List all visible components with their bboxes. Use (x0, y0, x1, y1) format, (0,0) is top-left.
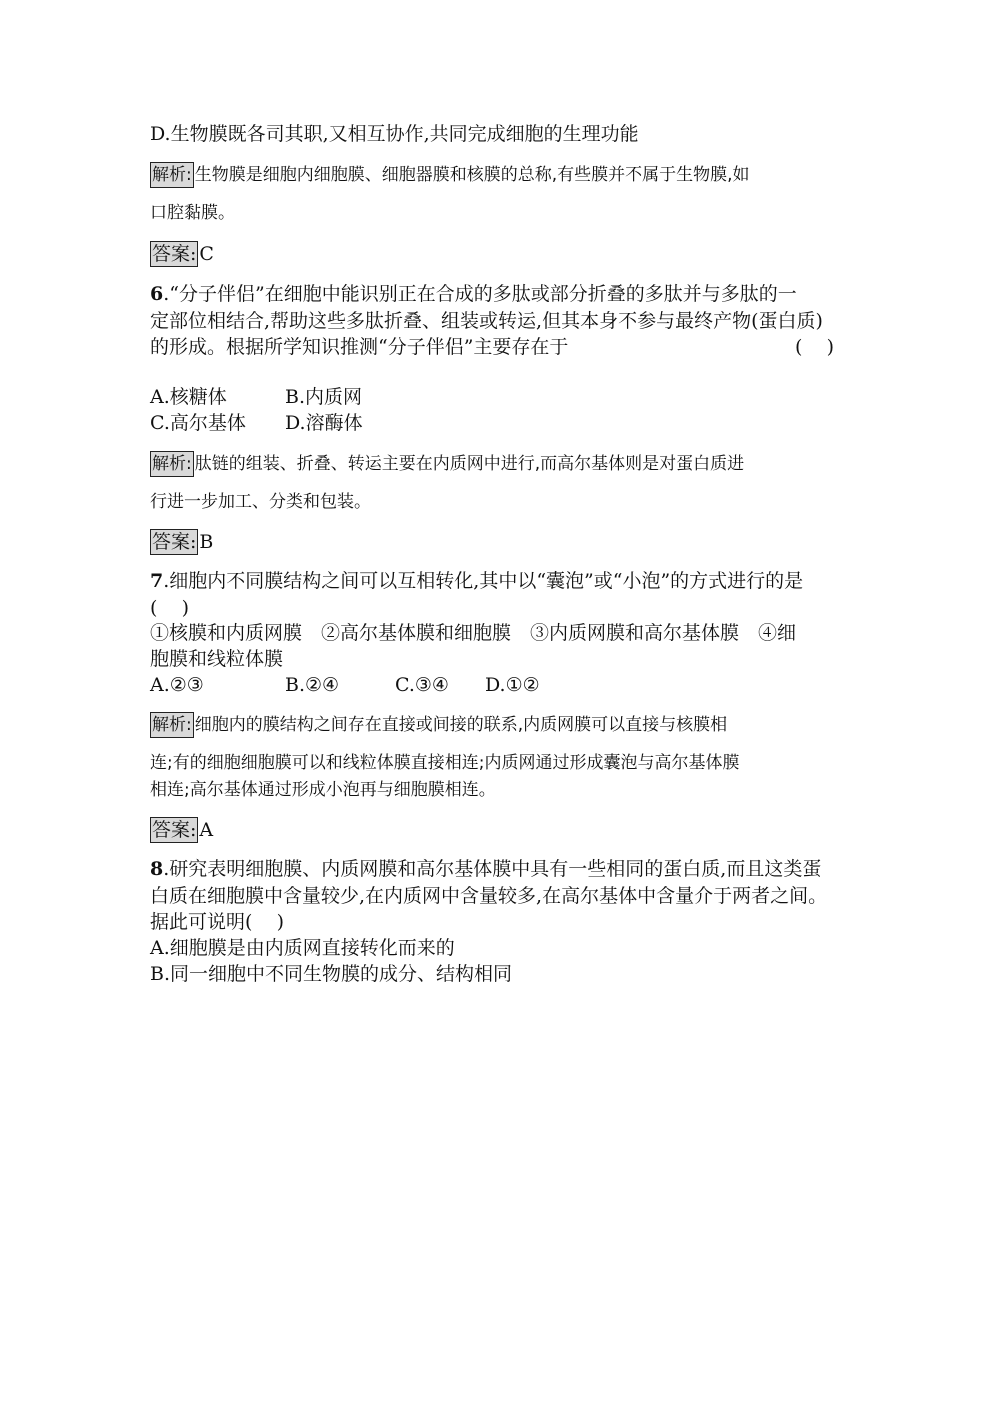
q5-explanation (150, 162, 750, 188)
q7-explanation-cont-2: 相连;高尔基体通过形成小泡再与细胞膜相连。 (150, 780, 496, 800)
q7-items-line-2: 胞膜和线粒体膜 (150, 648, 284, 670)
q7-explanation-cont-1: 连;有的细胞细胞膜可以和线粒体膜直接相连;内质网通过形成囊泡与高尔基体膜 (150, 753, 740, 773)
explanation-tag: 解析: (150, 712, 194, 738)
q7-options-row (150, 673, 540, 697)
q6-stem-line-1 (150, 282, 797, 306)
option-c: C.③④ (395, 674, 449, 696)
option-a: A.②③ (150, 674, 204, 696)
explanation-text: 生物膜是细胞内细胞膜、细胞器膜和核膜的总称,有些膜并不属于生物膜,如 (194, 165, 750, 185)
q8-stem-line-3: 据此可说明( ) (150, 911, 284, 933)
q7-explanation (150, 712, 727, 738)
option-c: C.高尔基体 (150, 412, 246, 434)
question-number: 6 (150, 283, 164, 305)
explanation-tag: 解析: (150, 162, 194, 188)
option-b: B.②④ (285, 674, 340, 696)
q5-option-d: D.生物膜既各司其职,又相互协作,共同完成细胞的生理功能 (150, 123, 639, 145)
option-b: B.内质网 (285, 386, 363, 408)
q8-stem-line-1 (150, 857, 821, 881)
q6-explanation (150, 451, 744, 477)
answer-tag: 答案: (152, 243, 197, 265)
q7-answer (150, 817, 213, 843)
option-a: A.核糖体 (150, 386, 227, 408)
q5-answer (150, 241, 214, 267)
q5-explanation-cont: 口腔黏膜。 (150, 203, 235, 223)
option-d: D.①② (485, 674, 540, 696)
q6-stem-line-3: 的形成。根据所学知识推测“分子伴侣”主要存在于 (150, 336, 569, 358)
q7-stem-line-1 (150, 569, 803, 593)
q8-option-b: B.同一细胞中不同生物膜的成分、结构相同 (150, 963, 513, 985)
explanation-text: 肽链的组装、折叠、转运主要在内质网中进行,而高尔基体则是对蛋白质进 (194, 454, 745, 474)
explanation-text: 细胞内的膜结构之间存在直接或间接的联系,内质网膜可以直接与核膜相 (194, 715, 728, 735)
q6-options-row-2 (150, 411, 363, 435)
question-text: .“分子伴侣”在细胞中能识别正在合成的多肽或部分折叠的多肽并与多肽的一 (163, 283, 797, 305)
q7-answer-blank: ( ) (150, 597, 189, 619)
q8-option-a: A.细胞膜是由内质网直接转化而来的 (150, 937, 455, 959)
q8-stem-line-2: 白质在细胞膜中含量较少,在内质网中含量较多,在高尔基体中含量介于两者之间。 (150, 885, 828, 907)
explanation-tag: 解析: (150, 451, 194, 477)
option-d: D.溶酶体 (285, 412, 363, 434)
q6-answer-blank: ( ) (795, 336, 834, 358)
question-text: .研究表明细胞膜、内质网膜和高尔基体膜中具有一些相同的蛋白质,而且这类蛋 (163, 858, 822, 880)
answer-value: A (199, 819, 214, 841)
q6-explanation-cont: 行进一步加工、分类和包装。 (150, 492, 371, 512)
q6-answer (150, 529, 213, 555)
q7-items-line-1: ①核膜和内质网膜 ②高尔基体膜和细胞膜 ③内质网膜和高尔基体膜 ④细 (150, 622, 797, 644)
q6-stem-line-2: 定部位相结合,帮助这些多肽折叠、组装或转运,但其本身不参与最终产物(蛋白质) (150, 310, 823, 332)
q6-options-row-1 (150, 385, 362, 409)
answer-tag: 答案: (152, 819, 197, 841)
question-number: 7 (150, 570, 164, 592)
answer-value: B (199, 531, 214, 553)
question-number: 8 (150, 858, 164, 880)
answer-tag: 答案: (152, 531, 197, 553)
question-text: .细胞内不同膜结构之间可以互相转化,其中以“囊泡”或“小泡”的方式进行的是 (163, 570, 804, 592)
answer-value: C (199, 243, 214, 265)
